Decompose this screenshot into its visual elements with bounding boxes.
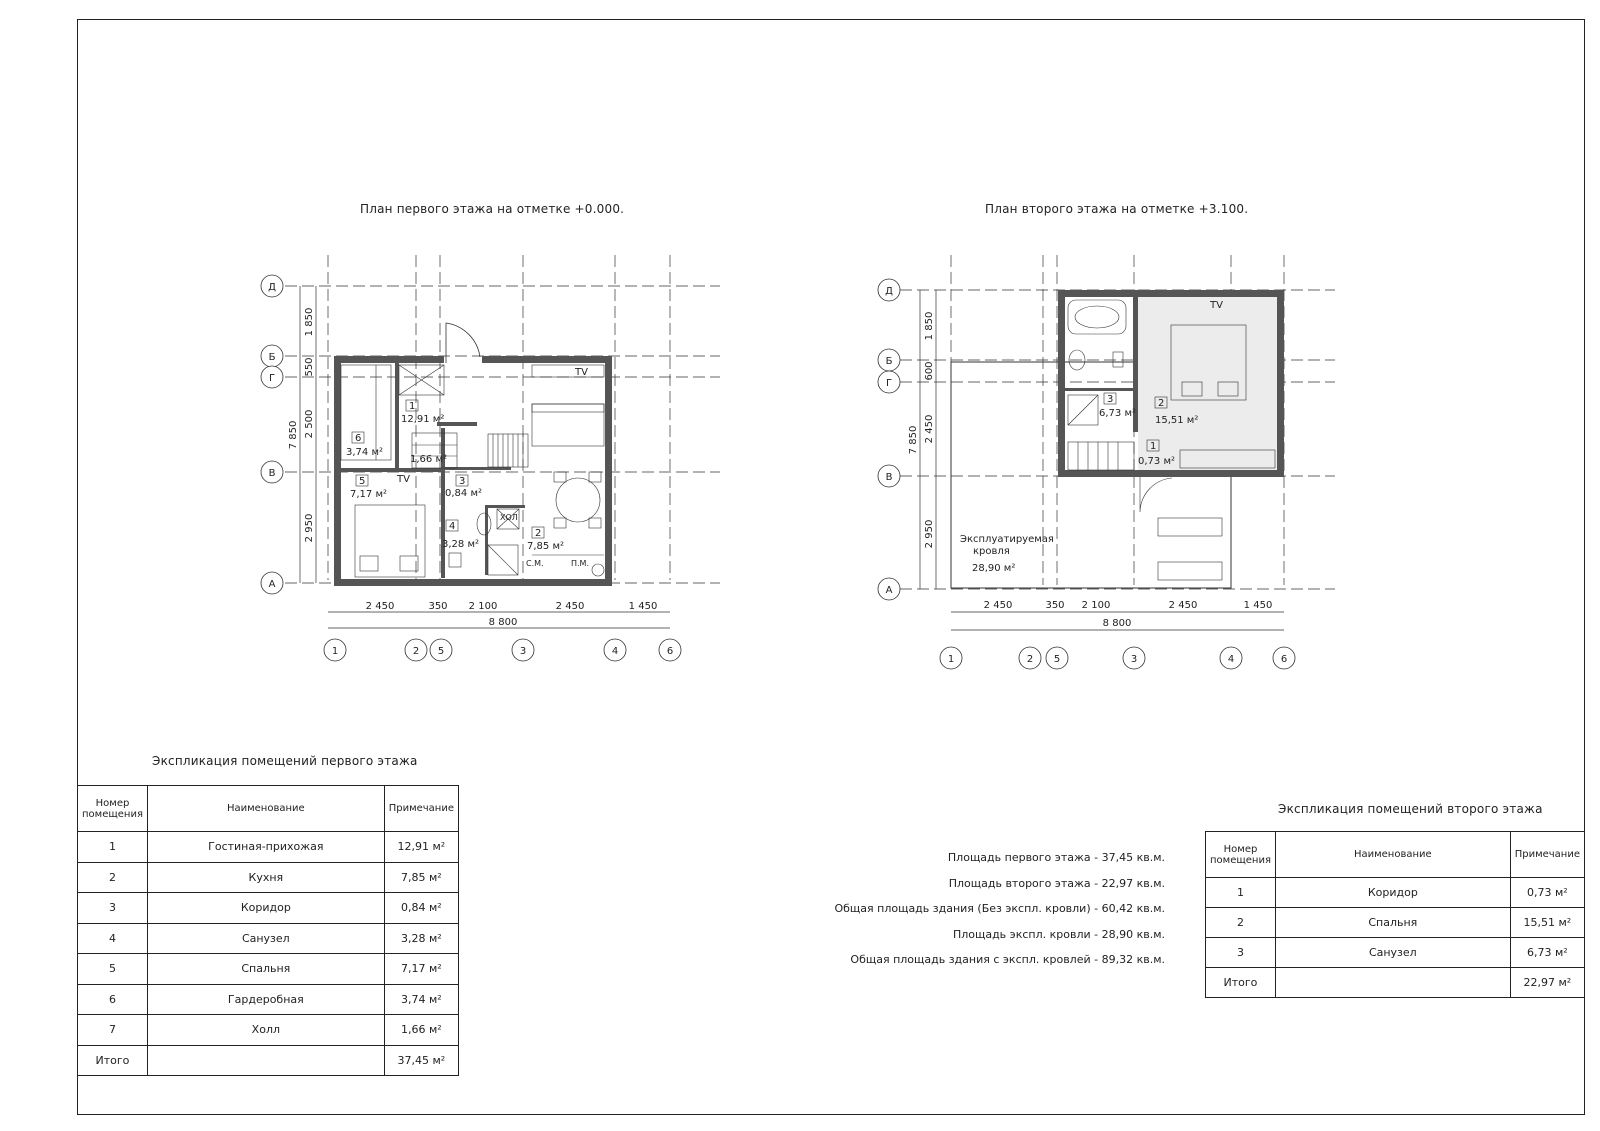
plan2-title: План второго этажа на отметке +3.100. [985, 202, 1249, 216]
row-note: 0,73 м² [1510, 878, 1584, 908]
axis-label: Б [268, 352, 276, 363]
axis-label: 3 [519, 646, 527, 657]
table-row [1206, 878, 1585, 908]
room-num: 5 [359, 476, 366, 487]
dim-label: 1 850 [304, 307, 315, 337]
col-header-name: Наименование [147, 786, 384, 832]
row-note: 6,73 м² [1510, 938, 1584, 968]
room-area: 1,66 м² [410, 454, 447, 465]
row-name: Спальня [147, 954, 384, 985]
table-total-row [78, 1045, 459, 1076]
dim-label: 2 950 [924, 519, 935, 549]
row-note: 7,17 м² [384, 954, 458, 985]
room-num: 3 [1107, 394, 1114, 405]
row-name: Спальня [1275, 908, 1510, 938]
summary-line: Общая площадь здания с экспл. кровлей - 89,32 кв.м. [850, 953, 1165, 967]
row-num: 4 [78, 923, 148, 954]
table-row [1206, 908, 1585, 938]
total-label: Итого [78, 1045, 148, 1076]
row-name: Кухня [147, 862, 384, 893]
col-header-note: Примечание [384, 786, 458, 832]
room-area: 15,51 м² [1155, 415, 1199, 426]
dim-label: 1 450 [1243, 600, 1273, 611]
axis-label: 1 [331, 646, 339, 657]
summary-line: Площадь экспл. кровли - 28,90 кв.м. [952, 927, 1165, 941]
row-name: Санузел [1275, 938, 1510, 968]
dim-total: 8 800 [1102, 618, 1132, 629]
washer-label: С.М. [526, 559, 544, 568]
table-row [78, 832, 459, 863]
dishwasher-label: П.М. [571, 559, 590, 568]
hall-label: ХОЛ [500, 513, 518, 522]
axis-label: 3 [1130, 654, 1138, 665]
table2-title: Экспликация помещений второго этажа [1278, 802, 1543, 816]
dim-label: 2 450 [1168, 600, 1198, 611]
dim-label: 1 850 [924, 311, 935, 341]
plan2 [878, 255, 1335, 669]
row-num: 2 [78, 862, 148, 893]
axis-label: 6 [666, 646, 674, 657]
room-area: 6,73 м² [1099, 408, 1136, 419]
dim-label: 1 450 [628, 601, 658, 612]
row-name: Холл [147, 1015, 384, 1046]
row-note: 1,66 м² [384, 1015, 458, 1046]
row-name: Коридор [147, 893, 384, 924]
dim-label: 2 450 [365, 601, 395, 612]
dim-label: 2 450 [924, 414, 935, 444]
table-row [78, 923, 459, 954]
col-header-number: Номер помещения [1206, 832, 1276, 878]
axis-label: 2 [412, 646, 420, 657]
room-area: 7,85 м² [527, 541, 564, 552]
axis-label: Д [268, 282, 276, 293]
plan1-title: План первого этажа на отметке +0.000. [360, 202, 625, 216]
row-num: 7 [78, 1015, 148, 1046]
summary-line: Площадь первого этажа - 37,45 кв.м. [947, 851, 1165, 864]
row-num: 3 [78, 893, 148, 924]
room-area: 0,84 м² [445, 488, 482, 499]
room-area: 3,74 м² [346, 447, 383, 458]
col-header-note: Примечание [1510, 832, 1584, 878]
dim-total: 7 850 [288, 420, 299, 450]
table2 [1205, 831, 1585, 998]
table-row [1206, 938, 1585, 968]
axis-label: 1 [947, 654, 955, 665]
table1-title: Экспликация помещений первого этажа [152, 754, 418, 768]
room-area: 3,28 м² [442, 539, 479, 550]
row-name: Гардеробная [147, 984, 384, 1015]
row-note: 3,74 м² [384, 984, 458, 1015]
axis-label: А [268, 579, 276, 590]
plan1 [261, 255, 720, 661]
row-num: 2 [1206, 908, 1276, 938]
total-label: Итого [1206, 968, 1276, 998]
dim-label: 2 950 [304, 513, 315, 543]
dim-label: 350 [1045, 600, 1065, 611]
row-name: Санузел [147, 923, 384, 954]
room-area: 7,17 м² [350, 489, 387, 500]
dim-total: 7 850 [908, 425, 919, 455]
axis-label: 4 [611, 646, 619, 657]
room-num: 1 [409, 401, 416, 412]
dim-total: 8 800 [488, 617, 518, 628]
room-area: 0,73 м² [1138, 456, 1175, 467]
roof-label-line1: Эксплуатируемая [960, 534, 1054, 545]
room-num: 6 [355, 433, 362, 444]
row-num: 1 [78, 832, 148, 863]
dim-label: 550 [304, 357, 315, 377]
room-num: 2 [1158, 398, 1165, 409]
tv-label: TV [397, 474, 410, 485]
row-note: 7,85 м² [384, 862, 458, 893]
axis-label: Г [885, 378, 893, 389]
row-name: Гостиная-прихожая [147, 832, 384, 863]
dim-label: 2 450 [555, 601, 585, 612]
axis-label: В [268, 468, 276, 479]
summary-line: Общая площадь здания (Без экспл. кровли) - 60,42 кв.м. [834, 902, 1165, 916]
table-row [78, 1015, 459, 1046]
axis-label: Д [885, 286, 893, 297]
room-area: 12,91 м² [401, 414, 445, 425]
dim-label: 2 100 [1081, 600, 1111, 611]
roof-area: 28,90 м² [972, 563, 1016, 574]
total-value: 22,97 м² [1510, 968, 1584, 998]
area-summary [700, 845, 1165, 973]
table1 [77, 785, 459, 1076]
axis-label: А [885, 585, 893, 596]
tv-label: TV [1210, 300, 1223, 311]
row-num: 1 [1206, 878, 1276, 908]
axis-label: Г [268, 373, 276, 384]
axis-label: В [885, 472, 893, 483]
row-note: 12,91 м² [384, 832, 458, 863]
room-num: 4 [449, 521, 456, 532]
axis-label: 5 [437, 646, 445, 657]
table-row [78, 893, 459, 924]
col-header-number: Номер помещения [78, 786, 148, 832]
row-note: 3,28 м² [384, 923, 458, 954]
room-num: 1 [1150, 441, 1157, 452]
row-note: 0,84 м² [384, 893, 458, 924]
table-row [78, 954, 459, 985]
room-num: 2 [535, 528, 542, 539]
row-num: 3 [1206, 938, 1276, 968]
axis-label: Б [885, 356, 893, 367]
summary-line: Площадь второго этажа - 22,97 кв.м. [948, 876, 1165, 890]
axis-label: 4 [1227, 654, 1235, 665]
tv-label: TV [575, 367, 588, 378]
col-header-name: Наименование [1275, 832, 1510, 878]
row-note: 15,51 м² [1510, 908, 1584, 938]
axis-label: 5 [1053, 654, 1061, 665]
dim-label: 2 450 [983, 600, 1013, 611]
table-row [78, 984, 459, 1015]
dim-label: 350 [428, 601, 448, 612]
dim-label: 600 [924, 361, 935, 381]
table-row [78, 862, 459, 893]
row-num: 5 [78, 954, 148, 985]
row-name: Коридор [1275, 878, 1510, 908]
dim-label: 2 100 [468, 601, 498, 612]
axis-label: 2 [1026, 654, 1034, 665]
row-num: 6 [78, 984, 148, 1015]
dim-label: 2 500 [304, 409, 315, 439]
table-total-row [1206, 968, 1585, 998]
roof-label-line2: кровля [973, 546, 1010, 557]
room-num: 3 [459, 476, 466, 487]
axis-label: 6 [1280, 654, 1288, 665]
total-value: 37,45 м² [384, 1045, 458, 1076]
